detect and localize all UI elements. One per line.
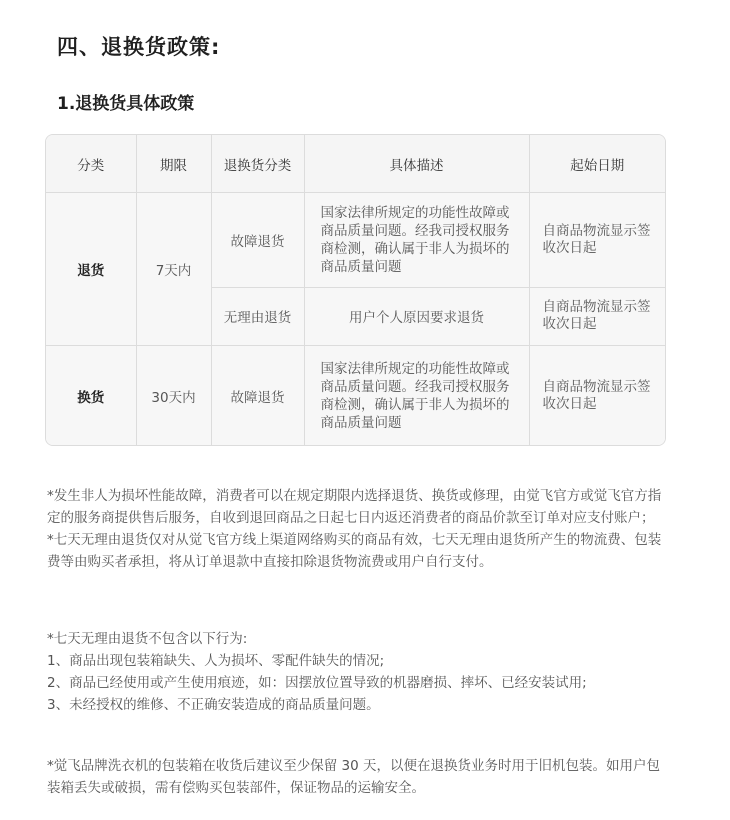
header-description: 具体描述: [304, 135, 529, 193]
section-title: 四、退换货政策:: [57, 35, 221, 59]
table-row: [46, 193, 665, 287]
policy-table: [45, 134, 666, 446]
type-cell: 无理由退货: [211, 287, 304, 345]
table-row: [46, 346, 665, 446]
start-date-cell: 自商品物流显示签收次日起: [529, 346, 665, 446]
category-cell: 换货: [46, 346, 136, 446]
note-list-item: 3、未经授权的维修、不正确安装造成的商品质量问题。: [47, 697, 380, 713]
header-type: 退换货分类: [211, 135, 304, 193]
notes-block-1: [47, 485, 667, 573]
header-start-date: 起始日期: [529, 135, 665, 193]
header-period: 期限: [136, 135, 211, 193]
notes-block-2: [47, 628, 667, 716]
period-cell: 30天内: [136, 346, 211, 446]
subsection-title: 1.退换货具体政策: [57, 94, 195, 114]
note-paragraph: *七天无理由退货仅对从觉飞官方线上渠道网络购买的商品有效，七天无理由退货所产生的物流费、包装费等由购买者承担，将从订单退款中直接扣除退货物流费或用户自行支付。: [47, 532, 662, 570]
note-paragraph: *发生非人为损坏性能故障，消费者可以在规定期限内选择退货、换货或修理，由觉飞官方或觉飞官方指定的服务商提供售后服务，自收到退回商品之日起七日内返还消费者的商品价款至订单对应支付账户；: [47, 488, 662, 526]
notes-block-3: [47, 755, 667, 799]
note-list-item: 2、商品已经使用或产生使用痕迹，如：因摆放位置导致的机器磨损、摔坏、已经安装试用;: [47, 675, 587, 691]
description-cell: 用户个人原因要求退货: [304, 287, 529, 345]
period-cell: 7天内: [136, 193, 211, 346]
type-cell: 故障退货: [211, 193, 304, 287]
type-cell: 故障退货: [211, 346, 304, 446]
category-cell: 退货: [46, 193, 136, 346]
start-date-cell: 自商品物流显示签收次日起: [529, 193, 665, 287]
description-cell: 国家法律所规定的功能性故障或商品质量问题。经我司授权服务商检测，确认属于非人为损坏的商品质量问题: [304, 193, 529, 287]
note-paragraph: *觉飞品牌洗衣机的包装箱在收货后建议至少保留 30 天，以便在退换货业务时用于旧机包装。如用户包装箱丢失或破损，需有偿购买包装部件，保证物品的运输安全。: [47, 758, 661, 796]
note-list-item: 1、商品出现包装箱缺失、人为损坏、零配件缺失的情况;: [47, 653, 385, 669]
header-category: 分类: [46, 135, 136, 193]
note-paragraph: *七天无理由退货不包含以下行为:: [47, 631, 248, 647]
table-header-row: [46, 135, 665, 193]
start-date-cell: 自商品物流显示签收次日起: [529, 287, 665, 345]
description-cell: 国家法律所规定的功能性故障或商品质量问题。经我司授权服务商检测，确认属于非人为损坏的商品质量问题: [304, 346, 529, 446]
